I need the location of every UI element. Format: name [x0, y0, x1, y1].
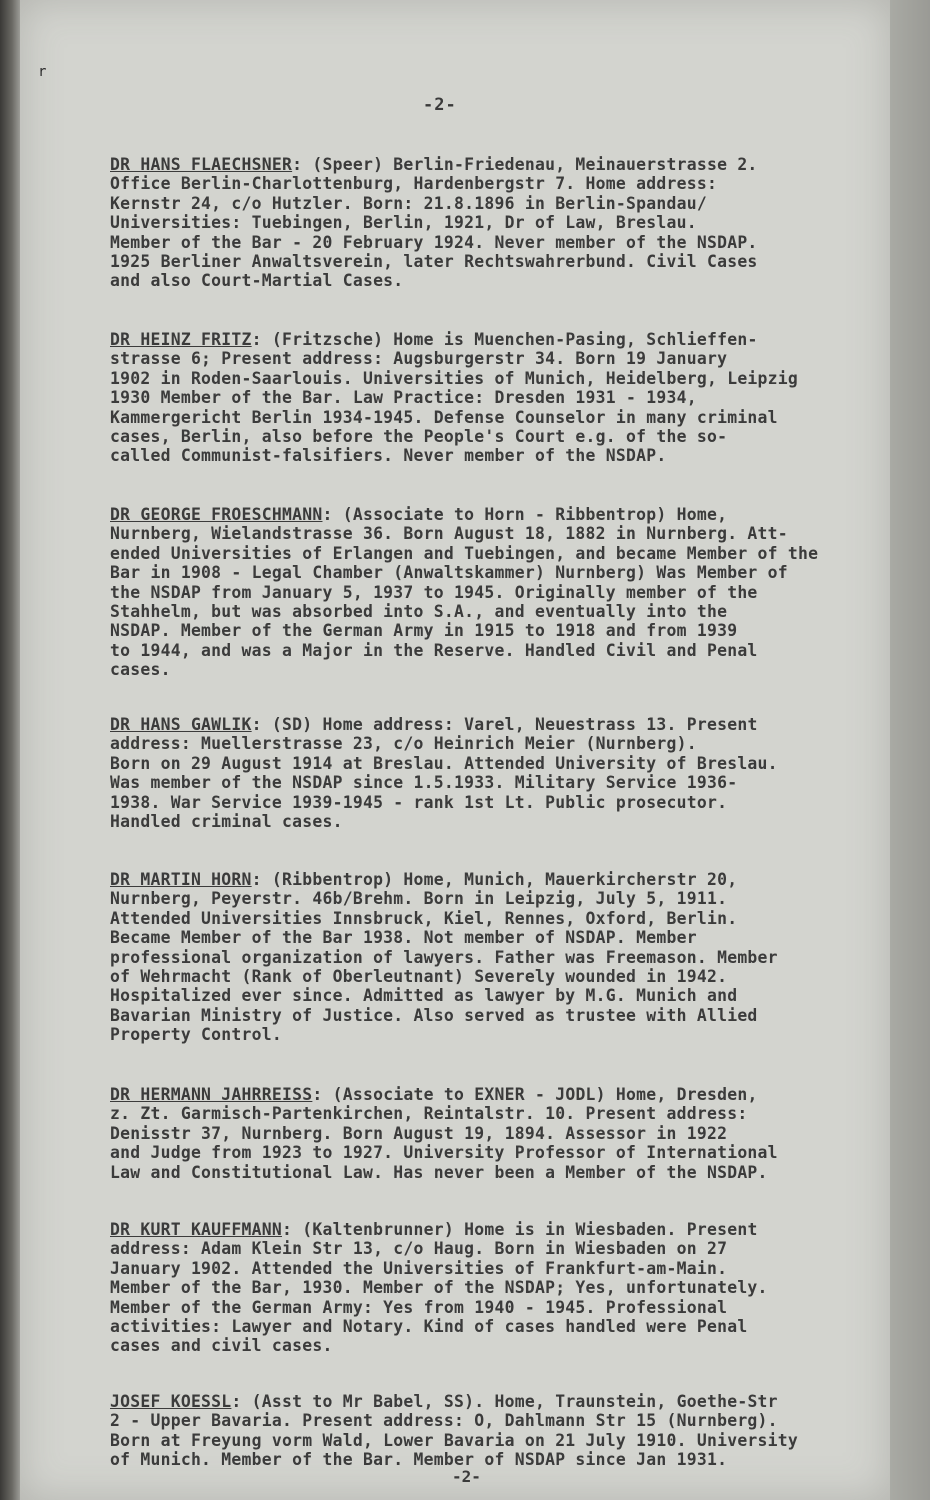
counsel-entry	[110, 505, 910, 680]
entry-text-line: Law and Constitutional Law. Has never been a Member of the NSDAP.	[110, 1162, 768, 1182]
counsel-entry	[110, 715, 910, 831]
entry-text-line: Kernstr 24, c/o Hutzler. Born: 21.8.1896 in Berlin-Spandau/	[110, 193, 707, 213]
counsel-entry	[110, 330, 910, 466]
entry-text-line: Office Berlin-Charlottenburg, Hardenbergstr 7. Home address:	[110, 174, 718, 194]
entry-heading-line	[110, 505, 910, 524]
entry-text-line: Bar in 1908 - Legal Chamber (Anwaltskammer) Nurnberg) Was Member of	[110, 563, 788, 583]
counsel-name: DR HEINZ FRITZ	[110, 330, 252, 349]
entry-text-line: the NSDAP from January 5, 1937 to 1945. Originally member of the	[110, 582, 758, 602]
entry-text-line: Handled criminal cases.	[110, 811, 343, 831]
counsel-name: JOSEF KOESSL	[110, 1392, 232, 1411]
entry-text-line: Hospitalized ever since. Admitted as lawyer by M.G. Munich and	[110, 986, 738, 1006]
entry-heading-line	[110, 155, 910, 174]
entry-text-line: cases, Berlin, also before the People's Court e.g. of the so-	[110, 426, 728, 446]
entry-text-line: Born on 29 August 1914 at Breslau. Attended University of Breslau.	[110, 753, 778, 773]
entry-heading-text: : (Fritzsche) Home is Muenchen-Pasing, Schlieffen-	[251, 330, 758, 349]
entry-heading-line	[110, 1220, 910, 1239]
counsel-entry	[110, 870, 910, 1045]
entry-text-line: and also Court-Martial Cases.	[110, 271, 404, 291]
entry-text-line: 1925 Berliner Anwaltsverein, later Rechtswahrerbund. Civil Cases	[110, 251, 758, 271]
entry-text-line: 2 - Upper Bavaria. Present address: O, Dahlmann Str 15 (Nurnberg).	[110, 1411, 778, 1431]
entry-text-line: Nurnberg, Peyerstr. 46b/Brehm. Born in Leipzig, July 5, 1911.	[110, 889, 728, 909]
entry-text-line: Nurnberg, Wielandstrasse 36. Born August 18, 1882 in Nurnberg. Att-	[110, 524, 788, 544]
counsel-entry	[110, 155, 910, 291]
entry-heading-line	[110, 870, 910, 889]
counsel-name: DR HANS GAWLIK	[110, 715, 252, 734]
page-number: -2-	[423, 95, 457, 115]
entry-text-line: Born at Freyung vorm Wald, Lower Bavaria on 21 July 1910. University	[110, 1430, 799, 1450]
entry-heading-text: : (Asst to Mr Babel, SS). Home, Traunstein, Goethe-Str	[231, 1392, 778, 1411]
counsel-entry	[110, 1220, 910, 1356]
entry-text-line: of Wehrmacht (Rank of Oberleutnant) Severely wounded in 1942.	[110, 966, 728, 986]
entry-heading-text: : (Associate to EXNER - JODL) Home, Dresden,	[312, 1085, 758, 1104]
entry-text-line: called Communist-falsifiers. Never member of the NSDAP.	[110, 446, 667, 466]
counsel-name: DR HERMANN JAHRREISS	[110, 1085, 313, 1104]
entry-text-line: Universities: Tuebingen, Berlin, 1921, Dr of Law, Breslau.	[110, 213, 697, 233]
entry-text-line: activities: Lawyer and Notary. Kind of cases handled were Penal	[110, 1316, 748, 1336]
entry-text-line: and Judge from 1923 to 1927. University Professor of International	[110, 1143, 778, 1163]
entry-text-line: professional organization of lawyers. Father was Freemason. Member	[110, 947, 778, 967]
counsel-entry	[110, 1085, 910, 1182]
footer-page-number: -2-	[452, 1467, 481, 1486]
entry-text-line: NSDAP. Member of the German Army in 1915 to 1918 and from 1939	[110, 621, 738, 641]
counsel-name: DR MARTIN HORN	[110, 870, 252, 889]
entry-text-line: Denisstr 37, Nurnberg. Born August 19, 1894. Assessor in 1922	[110, 1123, 728, 1143]
entry-heading-text: : (Kaltenbrunner) Home is in Wiesbaden. Present	[282, 1220, 758, 1239]
entry-text-line: Kammergericht Berlin 1934-1945. Defense Counselor in many criminal	[110, 407, 778, 427]
entry-text-line: Member of the German Army: Yes from 1940 - 1945. Professional	[110, 1297, 728, 1317]
entry-text-line: Member of the Bar, 1930. Member of the NSDAP; Yes, unfortunately.	[110, 1278, 768, 1298]
entry-text-line: Property Control.	[110, 1025, 283, 1045]
entry-text-line: Stahhelm, but was absorbed into S.A., and eventually into the	[110, 601, 728, 621]
entry-text-line: address: Muellerstrasse 23, c/o Heinrich Meier (Nurnberg).	[110, 734, 697, 754]
entry-heading-text: : (Ribbentrop) Home, Munich, Mauerkircherstr 20,	[251, 870, 738, 889]
entry-text-line: 1938. War Service 1939-1945 - rank 1st Lt. Public prosecutor.	[110, 792, 728, 812]
corner-mark: r	[38, 64, 47, 80]
entry-heading-line	[110, 1085, 910, 1104]
entry-heading-text: : (Associate to Horn - Ribbentrop) Home,	[322, 505, 728, 524]
counsel-name: DR KURT KAUFFMANN	[110, 1220, 283, 1239]
counsel-name: DR HANS FLAECHSNER	[110, 155, 293, 174]
entry-text-line: Bavarian Ministry of Justice. Also served as trustee with Allied	[110, 1005, 758, 1025]
entry-text-line: ended Universities of Erlangen and Tuebingen, and became Member of the	[110, 543, 819, 563]
counsel-name: DR GEORGE FROESCHMANN	[110, 505, 323, 524]
counsel-entry	[110, 1392, 910, 1470]
entry-text-line: cases.	[110, 660, 171, 680]
entry-text-line: cases and civil cases.	[110, 1336, 333, 1356]
entry-text-line: Was member of the NSDAP since 1.5.1933. Military Service 1936-	[110, 773, 738, 793]
entry-text-line: 1902 in Roden-Saarlouis. Universities of Munich, Heidelberg, Leipzig	[110, 368, 799, 388]
entry-text-line: Member of the Bar - 20 February 1924. Never member of the NSDAP.	[110, 232, 758, 252]
entry-text-line: 1930 Member of the Bar. Law Practice: Dresden 1931 - 1934,	[110, 388, 697, 408]
entry-heading-text: : (SD) Home address: Varel, Neuestrass 13. Present	[251, 715, 758, 734]
entry-heading-line	[110, 330, 910, 349]
entry-text-line: address: Adam Klein Str 13, c/o Haug. Born in Wiesbaden on 27	[110, 1239, 728, 1259]
entry-text-line: to 1944, and was a Major in the Reserve. Handled Civil and Penal	[110, 640, 758, 660]
left-scan-edge	[0, 0, 20, 1500]
entry-text-line: strasse 6; Present address: Augsburgerstr 34. Born 19 January	[110, 349, 728, 369]
entry-heading-line	[110, 1392, 910, 1411]
entry-text-line: Attended Universities Innsbruck, Kiel, Rennes, Oxford, Berlin.	[110, 908, 738, 928]
entry-text-line: z. Zt. Garmisch-Partenkirchen, Reintalstr. 10. Present address:	[110, 1104, 748, 1124]
entry-heading-line	[110, 715, 910, 734]
entry-text-line: January 1902. Attended the Universities of Frankfurt-am-Main.	[110, 1258, 728, 1278]
entry-heading-text: : (Speer) Berlin-Friedenau, Meinauerstrasse 2.	[292, 155, 758, 174]
entry-text-line: Became Member of the Bar 1938. Not member of NSDAP. Member	[110, 928, 697, 948]
entry-text-line: of Munich. Member of the Bar. Member of NSDAP since Jan 1931.	[110, 1450, 728, 1470]
